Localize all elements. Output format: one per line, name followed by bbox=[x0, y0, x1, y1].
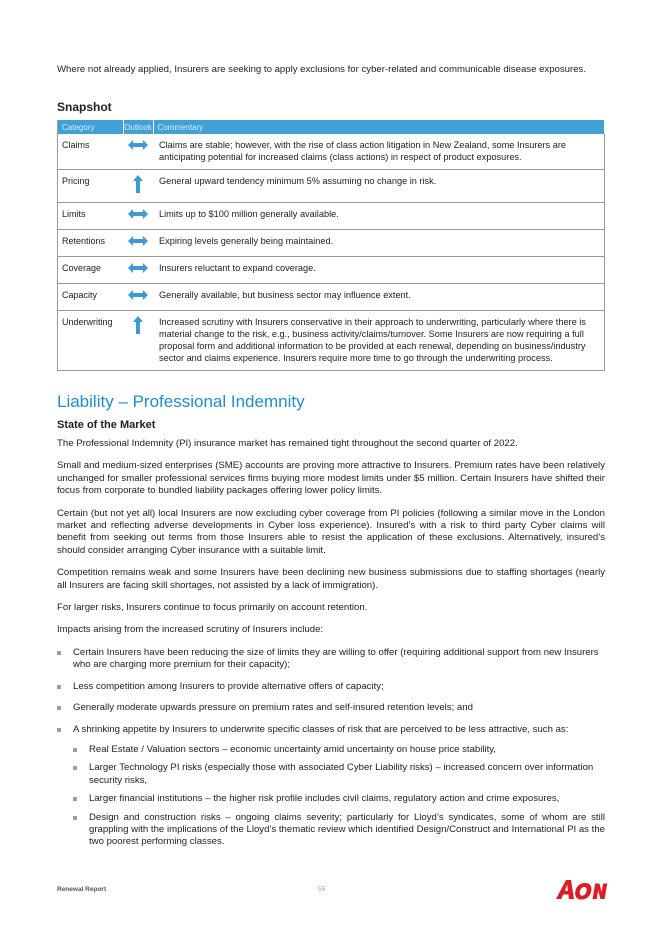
cell-commentary: Insurers reluctant to expand coverage. bbox=[153, 257, 605, 284]
table-row bbox=[58, 230, 605, 257]
cell-outlook bbox=[123, 134, 153, 170]
bullet-icon bbox=[73, 816, 77, 820]
page-number: 55 bbox=[318, 886, 326, 893]
left-right-arrow-icon bbox=[128, 293, 148, 303]
sub-list-item bbox=[73, 793, 605, 805]
header-commentary: Commentary bbox=[153, 120, 605, 134]
table-header-row bbox=[58, 120, 605, 134]
sub-list-item bbox=[73, 812, 605, 849]
bullet-icon bbox=[73, 766, 77, 770]
header-category: Category bbox=[58, 120, 124, 134]
cell-outlook bbox=[123, 230, 153, 257]
table-row bbox=[58, 203, 605, 230]
snapshot-table-body bbox=[58, 134, 605, 371]
cell-commentary: General upward tendency minimum 5% assuming no change in risk. bbox=[153, 170, 605, 203]
list-item-text: Less competition among Insurers to provide alternative offers of capacity; bbox=[73, 680, 384, 692]
footer-report-name: Renewal Report bbox=[57, 886, 107, 893]
cell-outlook bbox=[123, 311, 153, 371]
bullet-list bbox=[57, 647, 605, 849]
intro-paragraph: Where not already applied, Insurers are seeking to apply exclusions for cyber-related and communicable disease exposures. bbox=[57, 64, 587, 75]
paragraph: The Professional Indemnity (PI) insurance market has remained tight throughout the second quarter of 2022. bbox=[57, 438, 518, 449]
cell-category: Limits bbox=[58, 203, 124, 230]
table-row bbox=[58, 170, 605, 203]
cell-outlook bbox=[123, 203, 153, 230]
cell-commentary: Claims are stable; however, with the rise of class action litigation in New Zealand, some Insurers are anticipating potential for increased claims (class actions) in respect of product exposures. bbox=[153, 134, 605, 170]
table-row bbox=[58, 134, 605, 170]
bullet-icon bbox=[57, 728, 61, 732]
list-item bbox=[57, 724, 605, 849]
header-outlook: Outlook bbox=[123, 120, 153, 134]
sub-list-item bbox=[73, 762, 605, 787]
sub-list-item bbox=[73, 744, 605, 756]
section-title: Liability – Professional Indemnity bbox=[57, 392, 305, 411]
list-item-text: Certain Insurers have been reducing the size of limits they are willing to offer (requiring additional support from new Insurers who are charging more premium for their capacity); bbox=[73, 646, 599, 671]
cell-category: Coverage bbox=[58, 257, 124, 284]
up-arrow-icon bbox=[133, 326, 143, 336]
list-item bbox=[57, 681, 605, 693]
left-right-arrow-icon bbox=[128, 239, 148, 249]
cell-commentary: Increased scrutiny with Insurers conservative in their approach to underwriting, particularly where there is material change to the risk, e.g., business activity/claims/turnover. Some Insurers are now requiring a full proposal form and additional information to be provided at each renewal, depending on business/industry sector and claims experience. Insurers require more time to go through the underwriting process. bbox=[153, 311, 605, 371]
paragraph: Competition remains weak and some Insurers have been declining new business submissions due to staffing shortages (nearly all Insurers are facing skill shortages, not assisted by a lack of immigration). bbox=[57, 567, 605, 591]
cell-category: Claims bbox=[58, 134, 124, 170]
paragraph: Impacts arising from the increased scrutiny of Insurers include: bbox=[57, 624, 324, 636]
list-item-text: Larger financial institutions – the higher risk profile includes civil claims, regulatory action and crime exposures, bbox=[89, 793, 560, 805]
left-right-arrow-icon bbox=[128, 266, 148, 276]
list-item-text: Generally moderate upwards pressure on premium rates and self-insured retention levels; and bbox=[73, 702, 473, 714]
snapshot-title: Snapshot bbox=[57, 100, 112, 114]
aon-logo bbox=[554, 877, 608, 906]
bullet-icon bbox=[57, 651, 61, 655]
snapshot-table bbox=[57, 120, 605, 371]
cell-category: Capacity bbox=[58, 284, 124, 311]
list-item-text: A shrinking appetite by Insurers to underwrite specific classes of risk that are perceived to be less attractive, such as: bbox=[73, 723, 569, 735]
bullet-icon bbox=[57, 685, 61, 689]
list-item-text: Real Estate / Valuation sectors – economic uncertainty amid uncertainty on house price stability, bbox=[89, 743, 497, 755]
paragraph: Small and medium-sized enterprises (SME) accounts are proving more attractive to Insurers. Premium rates have been relatively unchanged for smaller professional services firms buying more modest limits under $5 million. Certain Insurers have shifted their focus from corporate to bundled liability packages offering lower policy limits. bbox=[57, 460, 605, 497]
list-item-text: Larger Technology PI risks (especially those with associated Cyber Liability risks) – increased concern over information security risks, bbox=[89, 762, 594, 786]
bullet-icon bbox=[73, 797, 77, 801]
cell-category: Pricing bbox=[58, 170, 124, 203]
cell-outlook bbox=[123, 257, 153, 284]
section-subtitle: State of the Market bbox=[57, 419, 156, 431]
cell-commentary: Generally available, but business sector may influence extent. bbox=[153, 284, 605, 311]
sub-bullet-list bbox=[73, 744, 605, 849]
bullet-icon bbox=[57, 706, 61, 710]
list-item bbox=[57, 647, 605, 672]
cell-commentary: Expiring levels generally being maintained. bbox=[153, 230, 605, 257]
bullet-icon bbox=[73, 748, 77, 752]
paragraph: Certain (but not yet all) local Insurers are now excluding cyber coverage from PI policies (following a similar move in the London market and reflecting adverse developments in Cyber loss experience). Insured’s with a risk to third party Cyber claims will benefit from seeking out terms from those Insurers able to resist the application of these exclusions. Alternatively, insured’s should consider arranging Cyber insurance with a suitable limit. bbox=[57, 507, 605, 556]
paragraph: For larger risks, Insurers continue to focus primarily on account retention. bbox=[57, 602, 368, 614]
cell-commentary: Limits up to $100 million generally available. bbox=[153, 203, 605, 230]
cell-outlook bbox=[123, 284, 153, 311]
cell-category: Retentions bbox=[58, 230, 124, 257]
table-row bbox=[58, 257, 605, 284]
list-item-text: Design and construction risks – ongoing claims severity; particularly for Lloyd’s syndicates, some of whom are still grappling with the implications of the Lloyd’s thematic review which identified Design/Construct and International PI as the two poorest performing classes. bbox=[89, 811, 605, 848]
left-right-arrow-icon bbox=[128, 143, 148, 153]
table-row bbox=[58, 311, 605, 371]
table-row bbox=[58, 284, 605, 311]
list-item bbox=[57, 702, 605, 714]
section-body bbox=[57, 438, 605, 858]
cell-outlook bbox=[123, 170, 153, 203]
up-arrow-icon bbox=[133, 185, 143, 195]
cell-category: Underwriting bbox=[58, 311, 124, 371]
left-right-arrow-icon bbox=[128, 212, 148, 222]
